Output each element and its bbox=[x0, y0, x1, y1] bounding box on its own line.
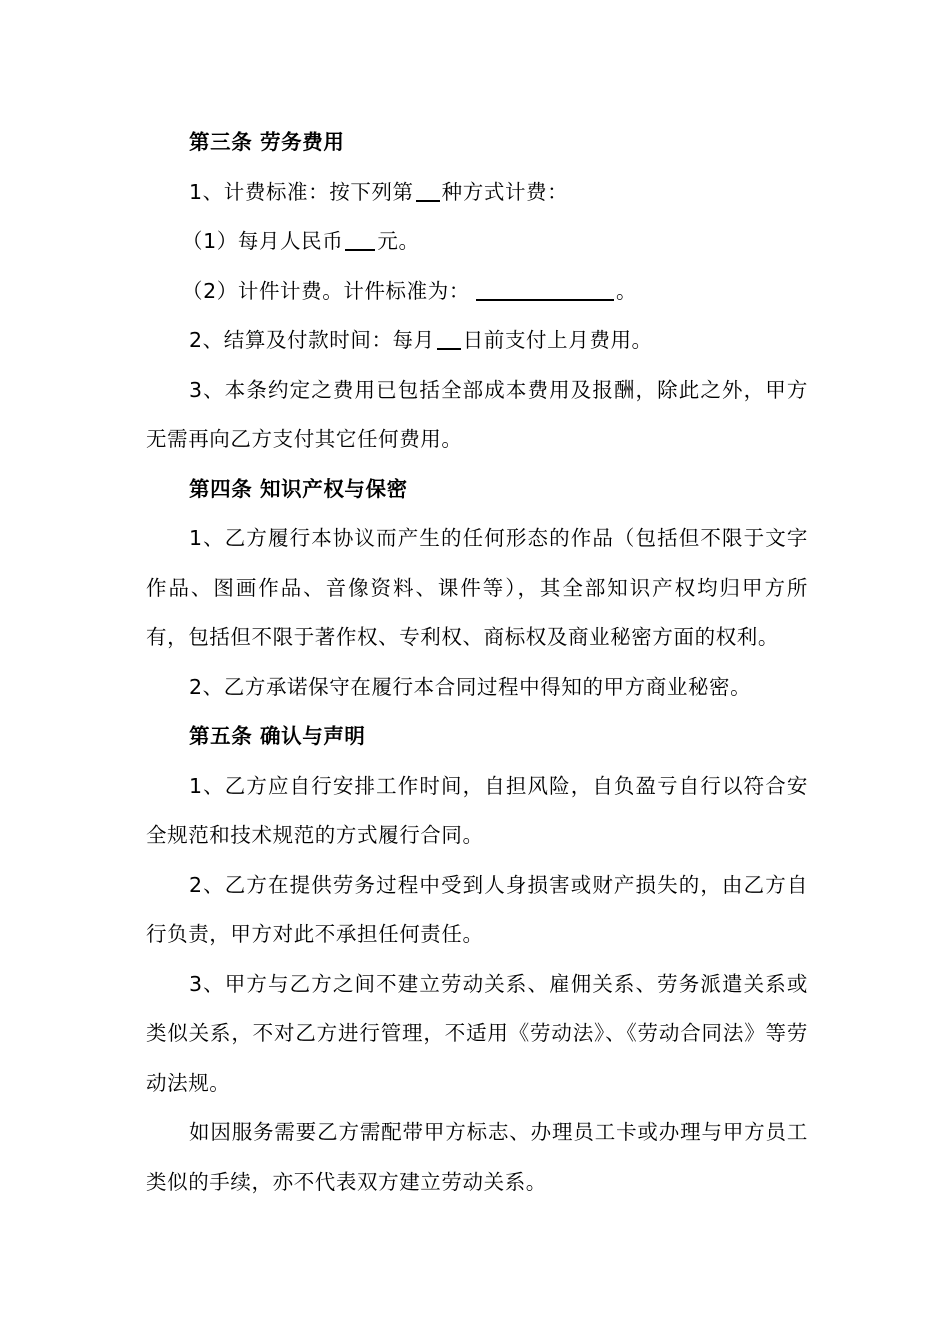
article3-option2 bbox=[146, 267, 808, 317]
article5-item3: 3、甲方与乙方之间不建立劳动关系、雇佣关系、劳务派遣关系或类似关系，不对乙方进行管理，不适用《劳动法》、《劳动合同法》等劳动法规。 bbox=[146, 971, 808, 1095]
document-body bbox=[146, 118, 808, 1207]
article3-item2-text-after: 日前支付上月费用。 bbox=[462, 328, 653, 352]
article5-item1: 1、乙方应自行安排工作时间，自担风险，自负盈亏自行以符合安全规范和技术规范的方式履行合同。 bbox=[146, 773, 808, 847]
article3-option2-text-after: 。 bbox=[615, 278, 638, 303]
fill-blank-payment-day[interactable] bbox=[437, 326, 461, 350]
fill-blank-monthly-amount[interactable] bbox=[345, 227, 375, 251]
article3-option1-text-before: （1）每月人民币 bbox=[182, 229, 344, 253]
article4-item2: 2、乙方承诺保守在履行本合同过程中得知的甲方商业秘密。 bbox=[189, 674, 752, 699]
article3-item1-text-before: 1、计费标准：按下列第 bbox=[189, 179, 414, 204]
article5-item2: 2、乙方在提供劳务过程中受到人身损害或财产损失的，由乙方自行负责，甲方对此不承担任何责任。 bbox=[146, 872, 808, 946]
article3-heading: 第三条 劳务费用 bbox=[189, 130, 345, 154]
article3-item1-text-after: 种方式计费： bbox=[441, 179, 569, 204]
fill-blank-piece-rate-standard[interactable] bbox=[476, 277, 614, 301]
article3-item2 bbox=[146, 316, 808, 366]
article5-heading: 第五条 确认与声明 bbox=[189, 724, 366, 748]
article3-option1 bbox=[146, 217, 808, 267]
article3-item1 bbox=[146, 168, 808, 218]
article5-note: 如因服务需要乙方需配带甲方标志、办理员工卡或办理与甲方员工类似的手续，亦不代表双方建立劳动关系。 bbox=[146, 1120, 808, 1194]
article3-item3: 3、本条约定之费用已包括全部成本费用及报酬，除此之外，甲方无需再向乙方支付其它任何费用。 bbox=[146, 377, 808, 451]
article3-option1-text-after: 元。 bbox=[377, 229, 420, 253]
article3-option2-text-before: （2）计件计费。计件标准为： bbox=[182, 278, 470, 303]
article4-item1: 1、乙方履行本协议而产生的任何形态的作品（包括但不限于文字作品、图画作品、音像资料、课件等），其全部知识产权均归甲方所有，包括但不限于著作权、专利权、商标权及商业秘密方面的权利。 bbox=[146, 526, 808, 649]
article4-heading: 第四条 知识产权与保密 bbox=[189, 476, 408, 501]
article3-item2-text-before: 2、结算及付款时间：每月 bbox=[189, 328, 435, 352]
fill-blank-method-number[interactable] bbox=[416, 178, 440, 202]
